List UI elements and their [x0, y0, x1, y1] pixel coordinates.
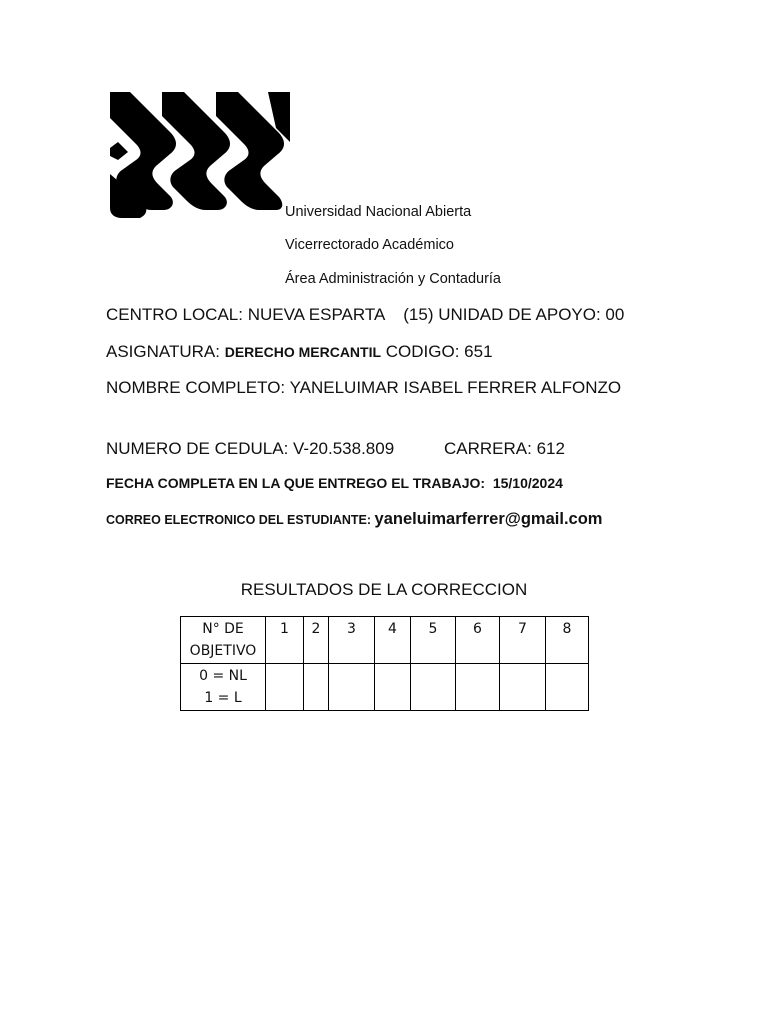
centro-local-line: CENTRO LOCAL: NUEVA ESPARTA (15) UNIDAD DE APOYO: 00	[106, 305, 625, 324]
legend-line-1: 0 = NL	[199, 668, 247, 684]
objective-number-cell: 3	[329, 617, 375, 664]
grade-cell	[375, 664, 411, 711]
table-row	[181, 664, 589, 711]
correo-label: CORREO ELECTRONICO DEL ESTUDIANTE:	[106, 513, 375, 527]
header-label-line-1: N° DE	[202, 621, 244, 637]
objective-number-cell: 2	[304, 617, 329, 664]
results-table	[180, 616, 589, 711]
fecha-line: FECHA COMPLETA EN LA QUE ENTREGO EL TRABAJO: 15/10/2024	[106, 475, 563, 491]
objective-number-cell: 4	[375, 617, 411, 664]
asignatura-line	[106, 342, 493, 362]
objective-number-cell: 8	[546, 617, 589, 664]
grade-cell	[411, 664, 456, 711]
institution-name: Universidad Nacional Abierta	[285, 204, 472, 220]
legend-line-2: 1 = L	[204, 690, 242, 706]
cedula-line: NUMERO DE CEDULA: V-20.538.809	[106, 439, 395, 458]
grade-cell	[329, 664, 375, 711]
asignatura-value: DERECHO MERCANTIL	[224, 344, 382, 360]
area-line: Área Administración y Contaduría	[285, 271, 501, 287]
objective-number-cell: 1	[266, 617, 304, 664]
carrera-line: CARRERA: 612	[444, 439, 565, 458]
nombre-line: NOMBRE COMPLETO: YANELUIMAR ISABEL FERRER ALFONZO	[106, 378, 622, 397]
asignatura-label: ASIGNATURA:	[106, 342, 225, 361]
grade-cell	[500, 664, 546, 711]
objective-number-cell: 5	[411, 617, 456, 664]
objective-header-cell	[181, 617, 266, 664]
grade-cell	[456, 664, 500, 711]
correo-value: yaneluimarferrer@gmail.com	[374, 510, 603, 528]
grade-cell	[546, 664, 589, 711]
grade-legend-cell	[181, 664, 266, 711]
correo-line	[106, 509, 602, 529]
header-label-line-2: OBJETIVO	[189, 643, 257, 659]
grade-cell	[304, 664, 329, 711]
objective-number-cell: 7	[500, 617, 546, 664]
vicerrectorado-line: Vicerrectorado Académico	[285, 237, 454, 253]
results-title: RESULTADOS DE LA CORRECCION	[240, 580, 528, 599]
una-logo-icon	[108, 90, 292, 222]
table-row	[181, 617, 589, 664]
objective-number-cell: 6	[456, 617, 500, 664]
codigo-text: CODIGO: 651	[381, 342, 493, 361]
grade-cell	[266, 664, 304, 711]
